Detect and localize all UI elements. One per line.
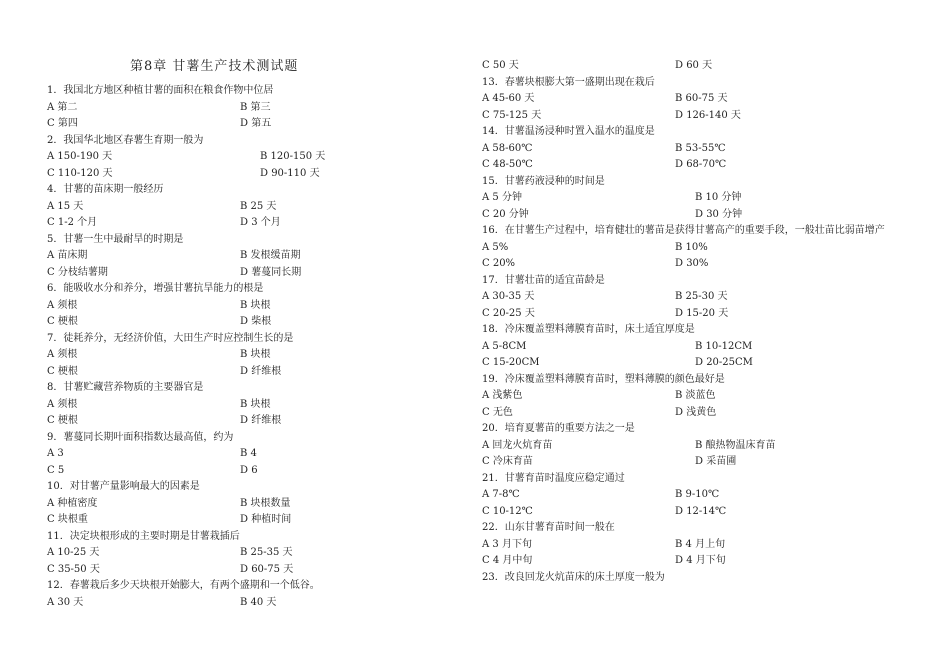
option-row [47, 364, 447, 381]
option-left: A 3 月下旬 [482, 538, 532, 550]
option-row [482, 487, 892, 504]
option-left: A 第二 [47, 101, 78, 113]
option-right: D 薯蔓同长期 [240, 266, 302, 278]
option-left: C 4 月中旬 [482, 555, 533, 566]
option-right: B 酿热物温床育苗 [695, 439, 776, 451]
option-right: B 块根 [240, 398, 271, 410]
option-left: C 块根重 [47, 514, 88, 525]
option-right: B 40 天 [240, 596, 277, 608]
option-row [47, 463, 447, 480]
question-text: 5．甘薯一生中最耐旱的时期是 [47, 233, 184, 245]
option-left: C 20 分钟 [482, 208, 529, 220]
option-row [482, 240, 892, 257]
question-text: 11．决定块根形成的主要时期是甘薯栽插后 [47, 530, 240, 542]
option-left: A 回龙火炕育苗 [482, 439, 553, 451]
question-text: 10．对甘薯产量影响最大的因素是 [47, 481, 200, 492]
option-left: A 浅紫色 [482, 390, 523, 401]
option-row [482, 438, 892, 455]
option-row [47, 314, 447, 331]
option-right: D 4 月下旬 [675, 555, 726, 566]
option-row [482, 190, 892, 207]
option-right: B 4 月上旬 [675, 538, 726, 550]
option-row [482, 157, 892, 174]
option-left: A 15 天 [47, 200, 84, 212]
option-right: B 60-75 天 [675, 93, 728, 104]
option-left: A 苗床期 [47, 250, 88, 261]
option-right: D 20-25CM [695, 357, 753, 368]
option-row [482, 454, 892, 471]
option-right: B 25-30 天 [675, 291, 728, 302]
option-row [482, 355, 892, 372]
option-left: C 48-50℃ [482, 159, 533, 170]
option-right: B 块根数量 [240, 497, 291, 509]
option-left: C 梗根 [47, 316, 78, 327]
option-row [482, 289, 892, 306]
question-text: 20．培育夏薯苗的重要方法之一是 [482, 423, 635, 434]
option-left: C 1-2 个月 [47, 217, 98, 228]
option-left: A 45-60 天 [482, 93, 535, 104]
option-row [482, 306, 892, 323]
option-row [482, 405, 892, 422]
option-row [47, 413, 447, 430]
option-left: C 110-120 天 [47, 167, 113, 179]
option-right: B 10 分钟 [695, 192, 742, 203]
option-right: D 30 分钟 [695, 208, 743, 220]
option-row [47, 248, 447, 265]
option-left: A 58-60℃ [482, 142, 533, 154]
page-title: 第8章 甘薯生产技术测试题 [130, 59, 299, 74]
question-text: 15．甘薯药液浸种的时间是 [482, 175, 605, 187]
option-right: D 纤维根 [240, 365, 282, 377]
option-left: A 7-8℃ [482, 489, 520, 500]
option-right: B 120-150 天 [260, 151, 326, 162]
question-text: 8．甘薯贮藏营养物质的主要器官是 [47, 382, 204, 393]
option-right: B 9-10℃ [675, 489, 720, 500]
option-right: B 淡蓝色 [675, 390, 716, 401]
question-text: 9．薯蔓同长期叶面积指数达最高值，约为 [47, 431, 234, 443]
option-right: D 12-14℃ [675, 505, 727, 517]
option-left: A 须根 [47, 398, 78, 410]
option-right: B 第三 [240, 101, 271, 113]
question-text: 12．春薯栽后多少天块根开始膨大，有两个盛期和一个低谷。 [47, 580, 320, 591]
option-right: D 15-20 天 [675, 307, 729, 319]
option-left: C 35-50 天 [47, 563, 100, 575]
option-left: C 梗根 [47, 365, 78, 377]
question-text: 21．甘薯育苗时温度应稳定通过 [482, 472, 625, 484]
option-right: D 60 天 [675, 60, 713, 71]
option-row [482, 339, 892, 356]
option-row [482, 553, 892, 570]
option-row [47, 562, 447, 579]
option-row [47, 116, 447, 133]
option-row [482, 504, 892, 521]
option-row [47, 298, 447, 315]
option-right: D 6 [240, 464, 258, 476]
option-row [47, 512, 447, 529]
option-row [482, 537, 892, 554]
option-left: A 须根 [47, 299, 78, 311]
option-row [47, 397, 447, 414]
option-left: C 梗根 [47, 415, 78, 426]
option-right: D 采苗圃 [695, 456, 737, 467]
question-text: 23．改良回龙火炕苗床的床土厚度一般为 [482, 571, 665, 583]
option-right: B 53-55℃ [675, 142, 726, 154]
left-column [47, 83, 447, 611]
option-right: D 60-75 天 [240, 563, 294, 575]
option-right: D 浅黄色 [675, 406, 717, 418]
option-left: A 10-25 天 [47, 547, 100, 558]
option-left: A 150-190 天 [47, 151, 113, 162]
option-right: B 10-12CM [695, 340, 753, 352]
option-left: C 20% [482, 258, 516, 269]
option-left: C 15-20CM [482, 357, 540, 368]
option-right: B 25-35 天 [240, 547, 293, 558]
option-left: C 20-25 天 [482, 307, 535, 319]
option-left: A 须根 [47, 349, 78, 360]
option-left: C 第四 [47, 118, 78, 129]
question-text: 13．春薯块根膨大第一盛期出现在栽后 [482, 76, 655, 88]
option-left: C 75-125 天 [482, 109, 542, 121]
option-left: A 30-35 天 [482, 291, 535, 302]
question-text: 2．我国华北地区春薯生育期一般为 [47, 134, 204, 146]
option-row [47, 149, 447, 166]
question-text: 19．冷床覆盖塑料薄膜育苗时，塑料薄膜的颜色最好是 [482, 373, 725, 385]
option-row [47, 100, 447, 117]
option-right: D 90-110 天 [260, 167, 320, 179]
option-right: B 块根 [240, 299, 271, 311]
question-text: 18．冷床覆盖塑料薄膜育苗时，床土适宜厚度是 [482, 324, 695, 335]
option-row [47, 347, 447, 364]
question-text: 17．甘薯壮苗的适宜苗龄是 [482, 274, 605, 286]
option-right: B 25 天 [240, 200, 277, 212]
option-left: A 30 天 [47, 596, 84, 608]
question-text: 7．徒耗养分，无经济价值，大田生产时应控制生长的是 [47, 332, 294, 344]
option-right: B 发根缓苗期 [240, 250, 301, 261]
option-right: D 第五 [240, 118, 272, 129]
option-left: C 50 天 [482, 60, 519, 71]
option-left: A 3 [47, 448, 64, 459]
option-right: B 块根 [240, 349, 271, 360]
option-row [482, 141, 892, 158]
question-text: 14．甘薯温汤浸种时置入温水的温度是 [482, 126, 655, 137]
question-text: 6．能吸收水分和养分，增强甘薯抗旱能力的根是 [47, 283, 264, 294]
question-text: 22．山东甘薯育苗时间一般在 [482, 522, 615, 533]
option-left: A 5% [482, 241, 509, 253]
option-right: D 30% [675, 258, 709, 269]
option-right: B 10% [675, 241, 708, 253]
option-row [482, 388, 892, 405]
option-left: C 5 [47, 464, 65, 476]
option-row [482, 256, 892, 273]
option-right: D 68-70℃ [675, 159, 727, 170]
option-row [47, 545, 447, 562]
option-left: A 5 分钟 [482, 192, 522, 203]
question-text: 1．我国北方地区种植甘薯的面积在粮食作物中位居 [47, 85, 274, 96]
option-row [47, 595, 447, 612]
option-left: C 10-12℃ [482, 505, 533, 517]
option-row [47, 446, 447, 463]
option-row [482, 58, 892, 75]
option-right: D 种植时间 [240, 514, 292, 525]
option-row [482, 108, 892, 125]
question-text: 16．在甘薯生产过程中，培育健壮的薯苗是获得甘薯高产的重要手段，一般壮苗比弱苗增产 [482, 225, 885, 236]
option-row [47, 496, 447, 513]
option-row [47, 199, 447, 216]
option-left: A 种植密度 [47, 497, 98, 509]
option-row [47, 166, 447, 183]
option-row [47, 265, 447, 282]
right-column [482, 58, 892, 586]
option-right: D 126-140 天 [675, 109, 741, 121]
question-text: 4．甘薯的苗床期一般经历 [47, 184, 164, 195]
option-left: C 分枝结薯期 [47, 266, 108, 278]
option-row [47, 215, 447, 232]
option-row [482, 91, 892, 108]
option-left: A 5-8CM [482, 340, 527, 352]
option-left: C 冷床育苗 [482, 456, 533, 467]
option-right: D 纤维根 [240, 415, 282, 426]
option-right: B 4 [240, 448, 257, 459]
option-row [482, 207, 892, 224]
option-right: D 柴根 [240, 316, 272, 327]
option-left: C 无色 [482, 406, 513, 418]
option-right: D 3 个月 [240, 217, 281, 228]
